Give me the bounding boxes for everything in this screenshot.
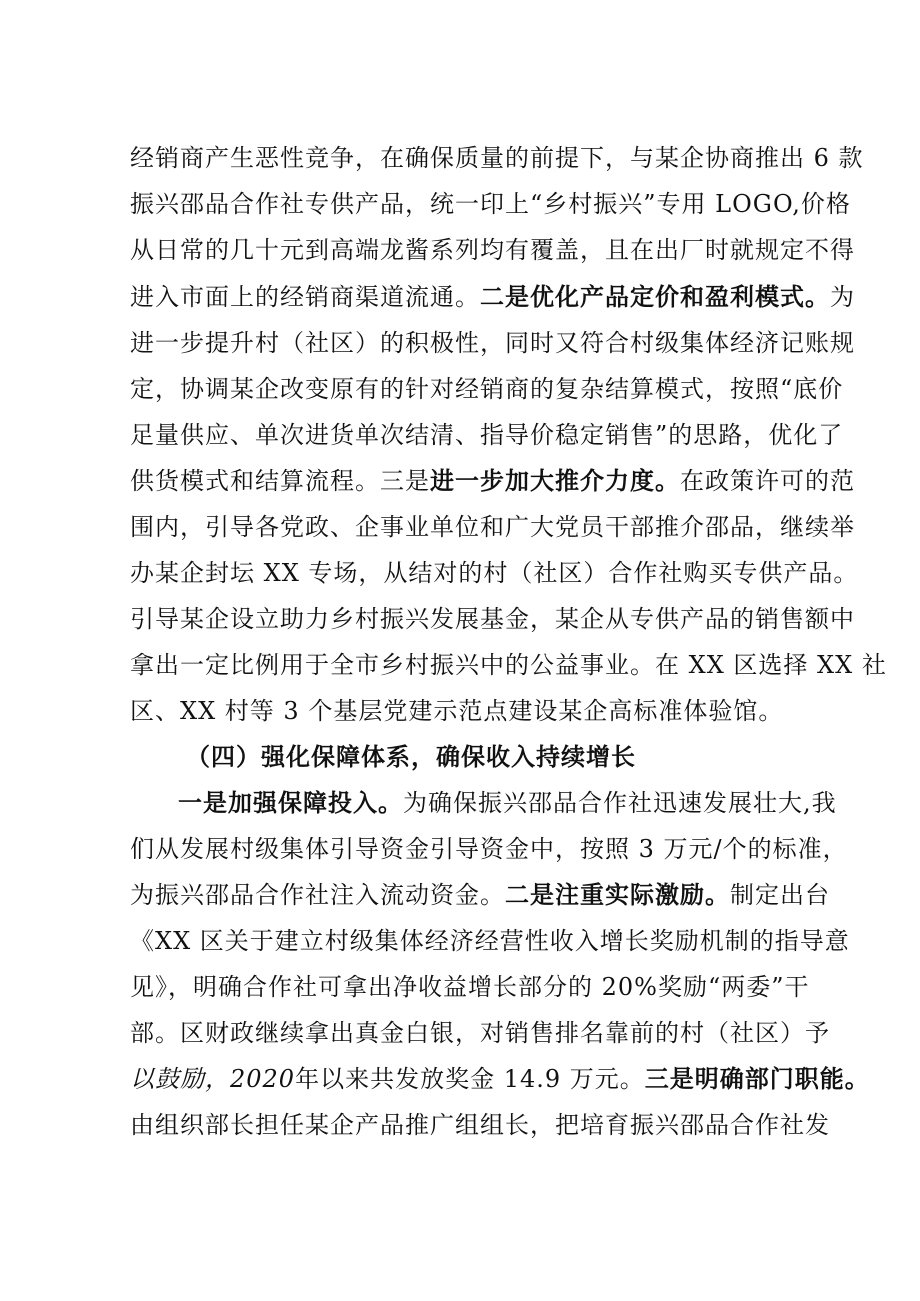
paragraph-line — [130, 464, 855, 498]
text-run: 为振兴邵品合作社注入流动资金。 — [130, 881, 505, 909]
bold-heading-run: 三是明确部门职能。 — [644, 1064, 870, 1093]
text-run: 《XX 区关于建立村级集体经济经营性收入增长奖励机制的指导意 — [130, 927, 850, 955]
italic-run: 以鼓励，2020 — [130, 1065, 296, 1093]
text-run: 们从发展村级集体引导资金引导资金中，按照 3 万元/个的标准， — [130, 835, 848, 863]
text-run: 由组织部长担任某企产品推广组组长，把培育振兴邵品合作社发 — [130, 1111, 830, 1139]
paragraph-line — [130, 878, 830, 912]
text-run: 进入市面上的经销商渠道流通。 — [130, 283, 480, 311]
text-run: 制定出台 — [730, 881, 830, 909]
paragraph-line — [130, 280, 855, 314]
text-run: 年以来共发放奖金 14.9 万元。 — [295, 1065, 645, 1093]
text-run: 区、XX 村等 3 个基层党建示范点建设某企高标准体验馆。 — [130, 697, 784, 725]
paragraph-line — [130, 970, 810, 1004]
text-run: 振兴邵品合作社专供产品，统一印上“乡村振兴”专用 LOGO,价格 — [130, 190, 851, 218]
text-run: 围内，引导各党政、企事业单位和广大党员干部推介邵品，继续举 — [130, 513, 855, 541]
text-run: 见》，明确合作社可拿出净收益增长部分的 20%奖励“两委”干 — [130, 973, 810, 1001]
text-run: 在政策许可的范 — [680, 467, 855, 495]
paragraph-line — [130, 832, 848, 866]
paragraph-line — [178, 786, 837, 820]
text-run: 办某企封坛 XX 专场，从结对的村（社区）合作社购买专供产品。 — [130, 559, 859, 587]
paragraph-line — [130, 326, 855, 360]
text-run: 引导某企设立助力乡村振兴发展基金，某企从专供产品的销售额中 — [130, 605, 855, 633]
paragraph-line — [130, 372, 844, 406]
text-run: 足量供应、单次进货单次结清、指导价稳定销售”的思路，优化了 — [130, 421, 844, 449]
paragraph-line — [130, 1108, 830, 1142]
text-run: 为 — [830, 283, 855, 311]
text-run: 进一步提升村（社区）的积极性，同时又符合村级集体经济记账规 — [130, 329, 855, 357]
paragraph-line — [130, 1016, 830, 1050]
paragraph-line — [130, 1062, 870, 1096]
text-run: 供货模式和结算流程。三是 — [130, 467, 430, 495]
text-run: 经销商产生恶性竞争，在确保质量的前提下，与某企协商推出 6 款 — [130, 144, 864, 172]
paragraph-line — [130, 924, 850, 958]
text-run: 拿出一定比例用于全市乡村振兴中的公益事业。在 XX 区选择 XX 社 — [130, 651, 887, 679]
bold-heading-run: 进一步加大推介力度。 — [430, 466, 680, 495]
bold-heading-run: 一是加强保障投入。 — [178, 788, 403, 817]
text-run: 部。区财政继续拿出真金白银，对销售排名靠前的村（社区）予 — [130, 1019, 830, 1047]
text-run: 为确保振兴邵品合作社迅速发展壮大,我 — [403, 789, 837, 817]
section-heading-text: （四）强化保障体系，确保收入持续增长 — [186, 742, 636, 771]
paragraph-line — [130, 510, 855, 544]
paragraph-line — [130, 694, 800, 728]
paragraph-line — [130, 602, 855, 636]
text-run: 从日常的几十元到高端龙酱系列均有覆盖，且在出厂时就规定不得 — [130, 236, 855, 264]
bold-heading-run: 二是注重实际激励。 — [505, 880, 730, 909]
paragraph-line — [130, 648, 887, 682]
paragraph-line — [130, 141, 864, 175]
paragraph-line — [130, 233, 855, 267]
bold-heading-run: 二是优化产品定价和盈利模式。 — [480, 282, 830, 311]
text-run: 定，协调某企改变原有的针对经销商的复杂结算模式，按照“底价 — [130, 375, 844, 403]
paragraph-line — [130, 418, 844, 452]
section-heading — [186, 740, 856, 774]
paragraph-line — [130, 556, 859, 590]
paragraph-line — [130, 187, 851, 221]
